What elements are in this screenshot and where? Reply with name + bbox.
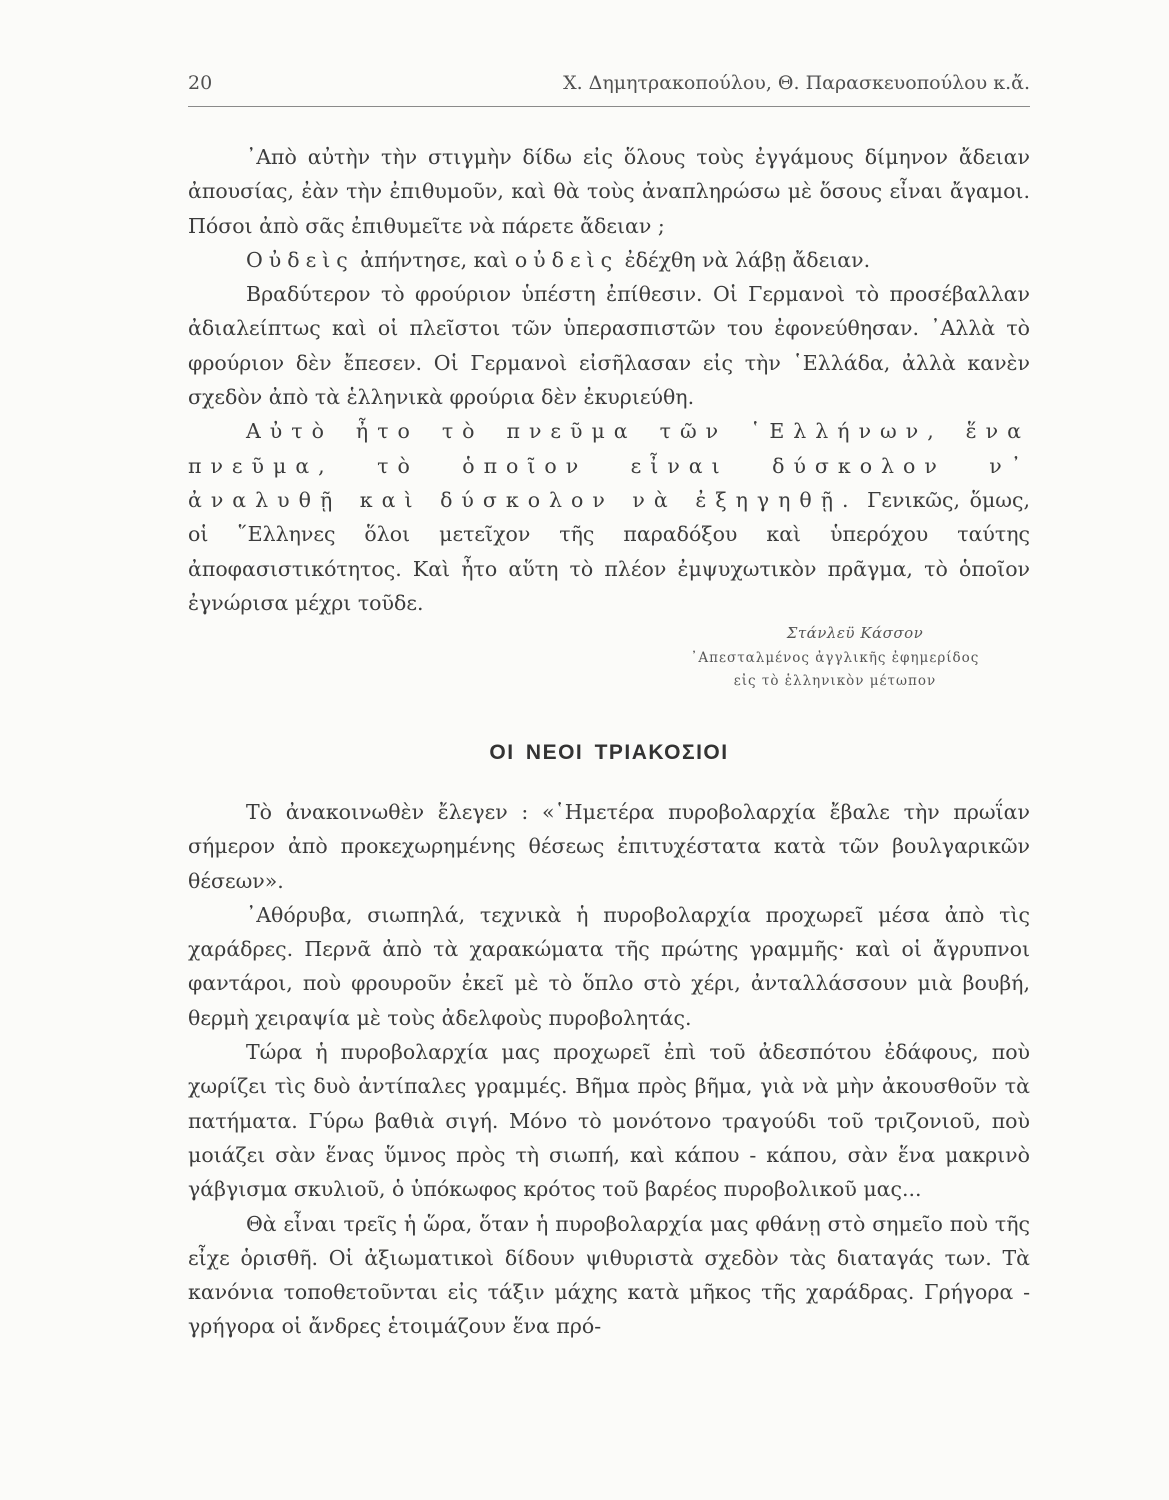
- paragraph: [188, 243, 1030, 277]
- author-location: εἰς τὸ ἑλληνικὸν μέτωπον: [733, 673, 937, 689]
- section-title: ΟΙ ΝΕΟΙ ΤΡΙΑΚΟΣΙΟΙ: [489, 741, 729, 764]
- paragraph-text: Γενικῶς, ὅμως, οἱ ῞Ελληνες ὅλοι μετεῖχον τῆς παραδόξου καὶ ὑπερόχου ταύτης ἀποφασιστικότητος. Καὶ ἦτο αὕτη τὸ πλέον ἐμψυχωτικὸν πρᾶγμα, τὸ ὁποῖον ἐγνώρισα μέχρι τοῦδε.: [188, 487, 1030, 615]
- article-text-part1: [188, 140, 1030, 620]
- running-header: [188, 72, 1030, 94]
- paragraph-text: ἐδέχθη νὰ λάβῃ ἄδειαν.: [618, 247, 871, 272]
- header-rule: [188, 106, 1030, 107]
- paragraph: ᾿Απὸ αὐτὴν τὴν στιγμὴν δίδω εἰς ὅλους τοὺς ἐγγάμους δίμηνον ἄδειαν ἀπουσίας, ἐὰν τὴν ἐπιθυμοῦν, καὶ θὰ τοὺς ἀναπληρώσω μὲ ὅσους εἶναι ἄγαμοι. Πόσοι ἀπὸ σᾶς ἐπιθυμεῖτε νὰ πάρετε ἄδειαν ;: [188, 145, 1030, 238]
- author-name: Στάνλεϋ Κάσσον: [786, 624, 924, 642]
- paragraph: Θὰ εἶναι τρεῖς ἡ ὥρα, ὅταν ἡ πυροβολαρχία μας φθάνῃ στὸ σημεῖο ποὺ τῆς εἶχε ὁρισθῆ. Οἱ ἀξιωματικοὶ δίδουν ψιθυριστὰ σχεδὸν τὰς διαταγάς των. Τὰ κανόνια τοποθετοῦνται εἰς τάξιν μάχης κατὰ μῆκος τῆς χαράδρας. Γρήγορα - γρήγορα οἱ ἄνδρες ἑτοιμάζουν ἕνα πρό-: [188, 1211, 1030, 1339]
- paragraph: [188, 414, 1030, 620]
- page-number: 20: [188, 72, 213, 94]
- article-text-part2: [188, 795, 1030, 1344]
- paragraph: Τώρα ἡ πυροβολαρχία μας προχωρεῖ ἐπὶ τοῦ ἀδεσπότου ἐδάφους, ποὺ χωρίζει τὶς δυὸ ἀντίπαλες γραμμές. Βῆμα πρὸς βῆμα, γιὰ νὰ μὴν ἀκουσθοῦν τὰ πατήματα. Γύρω βαθιὰ σιγή. Μόνο τὸ μονότονο τραγούδι τοῦ τριζονιοῦ, ποὺ μοιάζει σὰν ἕνας ὕμνος πρὸς τὴ σιωπή, καὶ κάπου - κάπου, σὰν ἕνα μακρινὸ γάβγισμα σκυλιοῦ, ὁ ὑπόκωφος κρότος τοῦ βαρέος πυροβολικοῦ μας...: [188, 1040, 1030, 1202]
- paragraph: ᾿Αθόρυβα, σιωπηλά, τεχνικὰ ἡ πυροβολαρχία προχωρεῖ μέσα ἀπὸ τὶς χαράδρες. Περνᾶ ἀπὸ τὰ χαρακώματα τῆς πρώτης γραμμῆς· καὶ οἱ ἄγρυπνοι φαντάροι, ποὺ φρουροῦν ἐκεῖ μὲ τὸ ὅπλο στὸ χέρι, ἀνταλλάσσουν μιὰ βουβή, θερμὴ χειραψία μὲ τοὺς ἀδελφοὺς πυροβολητάς.: [188, 902, 1030, 1030]
- running-title: Χ. Δημητρακοπούλου, Θ. Παρασκευοπούλου κ.ἄ.: [563, 72, 1030, 94]
- signature-block: [640, 624, 1030, 689]
- spaced-text: οὐδεὶς: [514, 247, 619, 272]
- author-role: ᾿Απεσταλμένος ἀγγλικῆς ἐφημερίδος: [690, 650, 980, 666]
- paragraph-text: ἀπήντησε, καὶ: [353, 247, 515, 272]
- paragraph: Τὸ ἀνακοινωθὲν ἔλεγεν : «῾Ημετέρα πυροβολαρχία ἔβαλε τὴν πρωΐαν σήμερον ἀπὸ προκεχωρημένης θέσεως ἐπιτυχέστατα κατὰ τῶν βουλγαρικῶν θέσεων».: [188, 800, 1030, 893]
- spaced-text: Αὐτὸ ἦτο τὸ πνεῦμα τῶν ῾Ελλήνων, ἕνα πνεῦμα, τὸ ὁποῖον εἶναι δύσκολον ν᾿ ἀναλυθῇ καὶ δύσκολον νὰ ἐξηγηθῇ.: [188, 419, 1030, 512]
- paragraph: Βραδύτερον τὸ φρούριον ὑπέστη ἐπίθεσιν. Οἱ Γερμανοὶ τὸ προσέβαλλαν ἀδιαλείπτως καὶ οἱ πλεῖστοι τῶν ὑπερασπιστῶν του ἐφονεύθησαν. ᾿Αλλὰ τὸ φρούριον δὲν ἔπεσεν. Οἱ Γερμανοὶ εἰσῆλασαν εἰς τὴν ῾Ελλάδα, ἀλλὰ κανὲν σχεδὸν ἀπὸ τὰ ἑλληνικὰ φρούρια δὲν ἐκυριεύθη.: [188, 282, 1030, 410]
- spaced-text: Οὐδεὶς: [246, 247, 354, 272]
